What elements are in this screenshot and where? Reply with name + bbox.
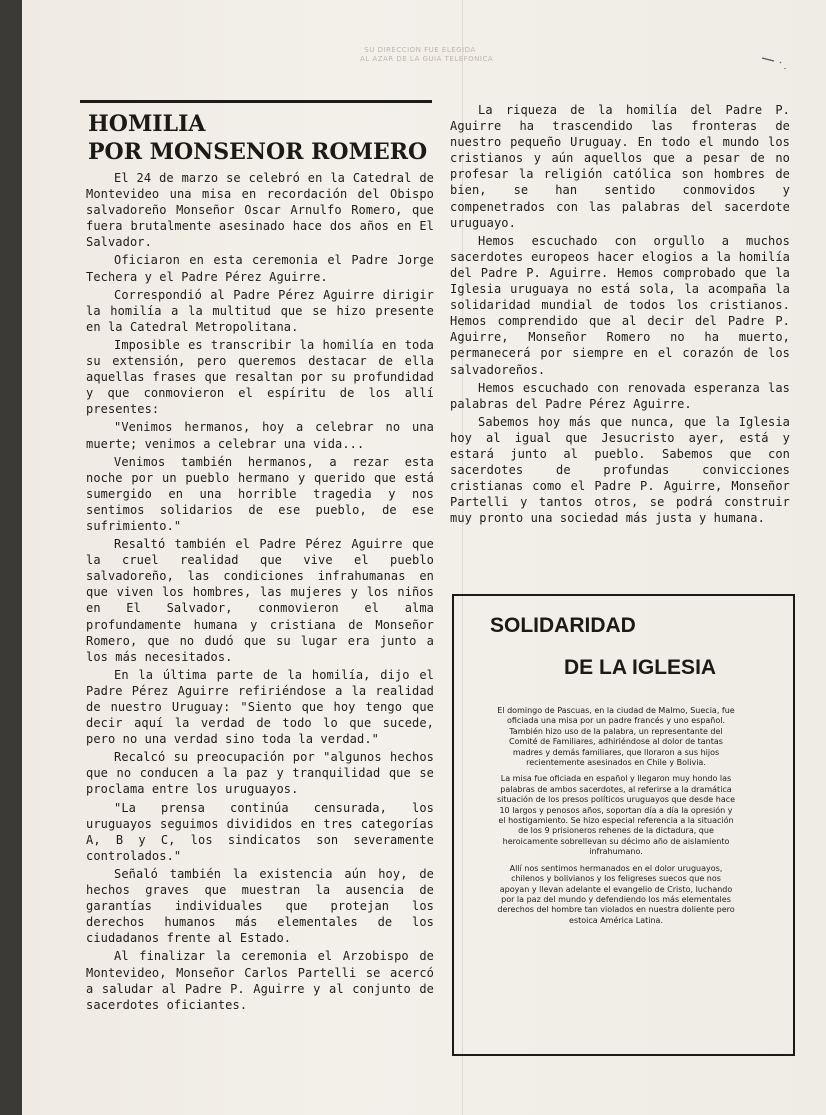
paragraph: Sabemos hoy más que nunca, que la Iglesia hoy al igual que Jesucristo ayer, está y estará junto al pueblo. Sabemos que con sacerdotes de profundas convicciones cristianas como el Padre P. Aguirre, Monseñor Partelli y tantos otros, se podrá construir muy pronto una sociedad más justa y humana. (450, 414, 790, 526)
paragraph: Resaltó también el Padre Pérez Aguirre que la cruel realidad que vive el pueblo salvadoreño, las condiciones infrahumanas en que viven los hombres, las mujeres y los niños en El Salvador, conmovieron el alma profundamente humana y cristiana de Monseñor Romero, que no dudó que su lugar era junto a los más necesitados. (86, 537, 434, 664)
headline-rule (80, 100, 432, 103)
paragraph: Hemos escuchado con renovada esperanza las palabras del Padre Pérez Aguirre. (450, 380, 790, 411)
paragraph: Oficiaron en esta ceremonia el Padre Jorge Techera y el Padre Pérez Aguirre. (86, 253, 434, 284)
headline-line: POR MONSENOR ROMERO (88, 139, 428, 165)
box-paragraph: Allí nos sentimos hermanados en el dolor uruguayos, chilenos y bolivianos y los feligreses suecos que nos apoyan y llevan adelante el evangelio de Cristo, luchando por la paz del mundo y defendiendo los más elementales derechos del hombre tan violados en nuestra doliente pero estoica América Latina. (497, 863, 735, 925)
box-title: DE LA IGLESIA (564, 656, 717, 679)
paragraph: Hemos escuchado con orgullo a muchos sacerdotes europeos hacer elogios a la homilía del Padre P. Aguirre. Hemos comprobado que la Iglesia uruguaya no está sola, la acompaña la solidaridad mundial de todos los cristianos. Hemos comprendido que al decir del Padre P. Aguirre, Monseñor Romero no ha muerto, permanecerá por siempre en el corazón de los salvadoreños. (450, 233, 790, 377)
paragraph: En la última parte de la homilía, dijo el Padre Pérez Aguirre refiriéndose a la realidad de nuestro Uruguay: "Siento que hoy tengo que decir aquí la verdad de todo lo que sucede, pero no una verdad sino toda la verdad." (86, 667, 434, 747)
quote-paragraph: Venimos también hermanos, a rezar esta noche por un pueblo hermano y querido que está sumergido en una horrible tragedia y nos sentimos solidarios de ese pueblo, de ese sufrimiento." (86, 454, 434, 533)
article-headline (88, 110, 433, 166)
quote-paragraph: "La prensa continúa censurada, los uruguayos seguimos divididos en tres categorías A, B y C, los sindicatos son severamente controlados." (86, 800, 434, 863)
box-title: SOLIDARIDAD (490, 614, 636, 637)
headline-line: HOMILIA (88, 111, 206, 137)
right-column (450, 102, 790, 526)
bleed-through-text (360, 46, 494, 64)
left-column (86, 170, 434, 1013)
pen-mark (760, 52, 786, 70)
box-paragraph: El domingo de Pascuas, en la ciudad de Malmo, Suecia, fue oficiada una misa por un padre francés y uno español. También hizo uso de la palabra, un representante del Comité de Familiares, adhiriéndose al dolor de tantas madres y demás familiares, que lloraron a sus hijos recientemente asesinados en Chile y Bolivia. (497, 706, 735, 768)
paragraph: El 24 de marzo se celebró en la Catedral de Montevideo una misa en recordación del Obispo salvadoreño Monseñor Oscar Arnulfo Romero, que fuera brutalmente asesinado hace dos años en El Salvador. (86, 171, 434, 250)
solidarity-box (452, 594, 795, 1056)
bleed-through-line: AL AZAR DE LA GUIA TELEFONICA (360, 55, 494, 63)
paragraph: Recalcó su preocupación por "algunos hechos que no conducen a la paz y tranquilidad que se proclama entre los uruguayos. (86, 750, 434, 797)
box-paragraph: La misa fue oficiada en español y llegaron muy hondo las palabras de ambos sacerdotes, al referirse a la dramática situación de los presos políticos uruguayos que desde hace 10 largos y penosos años, soportan día a día la opresión y el hostigamiento. Se hizo especial referencia a la situación de los 9 prisioneros rehenes de la dictadura, que heroicamente sobrellevan su décimo año de aislamiento infrahumano. (496, 774, 736, 857)
paragraph: Correspondió al Padre Pérez Aguirre dirigir la homilía a la multitud que se hizo presente en la Catedral Metropolitana. (86, 287, 434, 334)
bleed-through-line: SU DIRECCION FUE ELEGIDA (364, 46, 476, 54)
paragraph: La riqueza de la homilía del Padre P. Aguirre ha trascendido las fronteras de nuestro pequeño Uruguay. En todo el mundo los cristianos y aún aquellos que a pesar de no profesar la religión católica son hombres de bien, se han sentido conmovidos y compenetrados con las palabras del sacerdote uruguayo. (450, 103, 790, 230)
paragraph: Imposible es transcribir la homilía en toda su extensión, pero queremos destacar de ella aquellas frases que resaltan por su profundidad y que conmovieron el espíritu de los allí presentes: (86, 337, 434, 417)
box-body (496, 706, 736, 932)
paragraph: Señaló también la existencia aún hoy, de hechos graves que muestran la ausencia de garantías individuales que protejan los derechos humanos más elementales de los ciudadanos frente al Estado. (86, 866, 434, 946)
paragraph: Al finalizar la ceremonia el Arzobispo de Montevideo, Monseñor Carlos Partelli se acercó a saludar al Padre P. Aguirre y al conjunto de sacerdotes oficiantes. (86, 949, 434, 1012)
quote-paragraph: "Venimos hermanos, hoy a celebrar no una muerte; venimos a celebrar una vida... (86, 420, 434, 451)
